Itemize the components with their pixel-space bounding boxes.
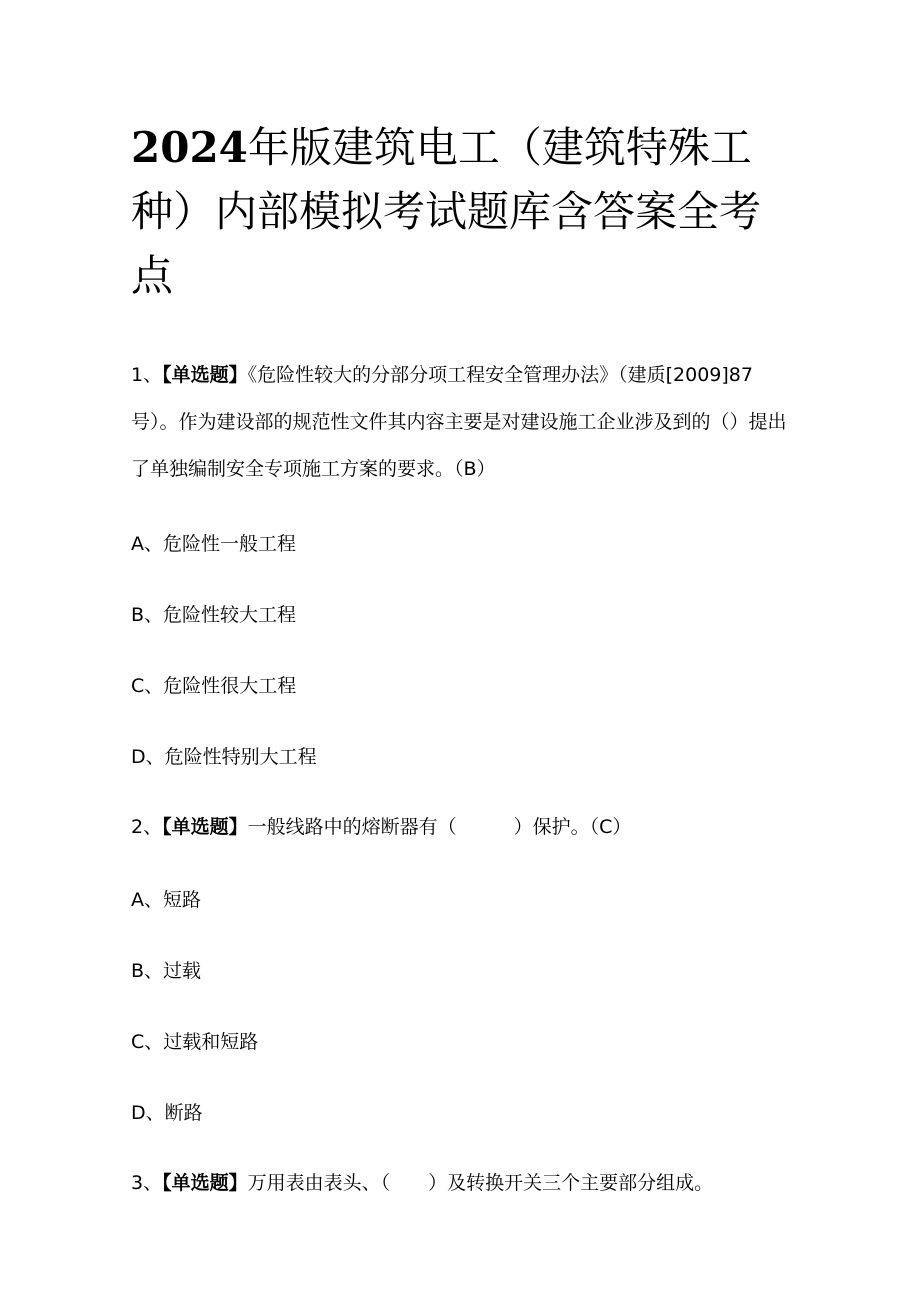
question-number: 3、 [131,1172,163,1194]
question-text: 一般线路中的熔断器有（ ）保护。（C） [247,816,632,838]
question-type: 【单选题】 [162,1172,248,1194]
option-2d: D、断路 [131,1102,203,1124]
option-1c: C、危险性很大工程 [131,675,297,697]
question-text: 《危险性较大的分部分项工程安全管理办法》（建质[2009]87号）。作为建设部的规范性文件其内容主要是对建设施工企业涉及到的（）提出了单独编制安全专项施工方案的要求。（B） [131,364,787,480]
question-type: 【单选题】 [162,364,248,386]
option-2c: C、过载和短路 [131,1031,259,1053]
question-type: 【单选题】 [162,816,248,838]
question-number: 1、 [131,364,163,386]
option-1a: A、危险性一般工程 [131,533,296,555]
option-1d: D、危险性特别大工程 [131,746,317,768]
option-2b: B、过载 [131,960,202,982]
option-2a: A、短路 [131,889,201,911]
document-title [131,116,791,308]
title-text: 年版建筑电工（建筑特殊工种）内部模拟考试题库含答案全考点 [131,123,762,300]
question-2 [131,804,791,851]
option-1b: B、危险性较大工程 [131,604,297,626]
question-number: 2、 [131,816,163,838]
question-text: 万用表由表头、（ ）及转换开关三个主要部分组成。 [247,1172,714,1194]
title-year: 2024 [131,123,248,172]
question-3 [131,1160,791,1207]
question-1 [131,352,791,493]
